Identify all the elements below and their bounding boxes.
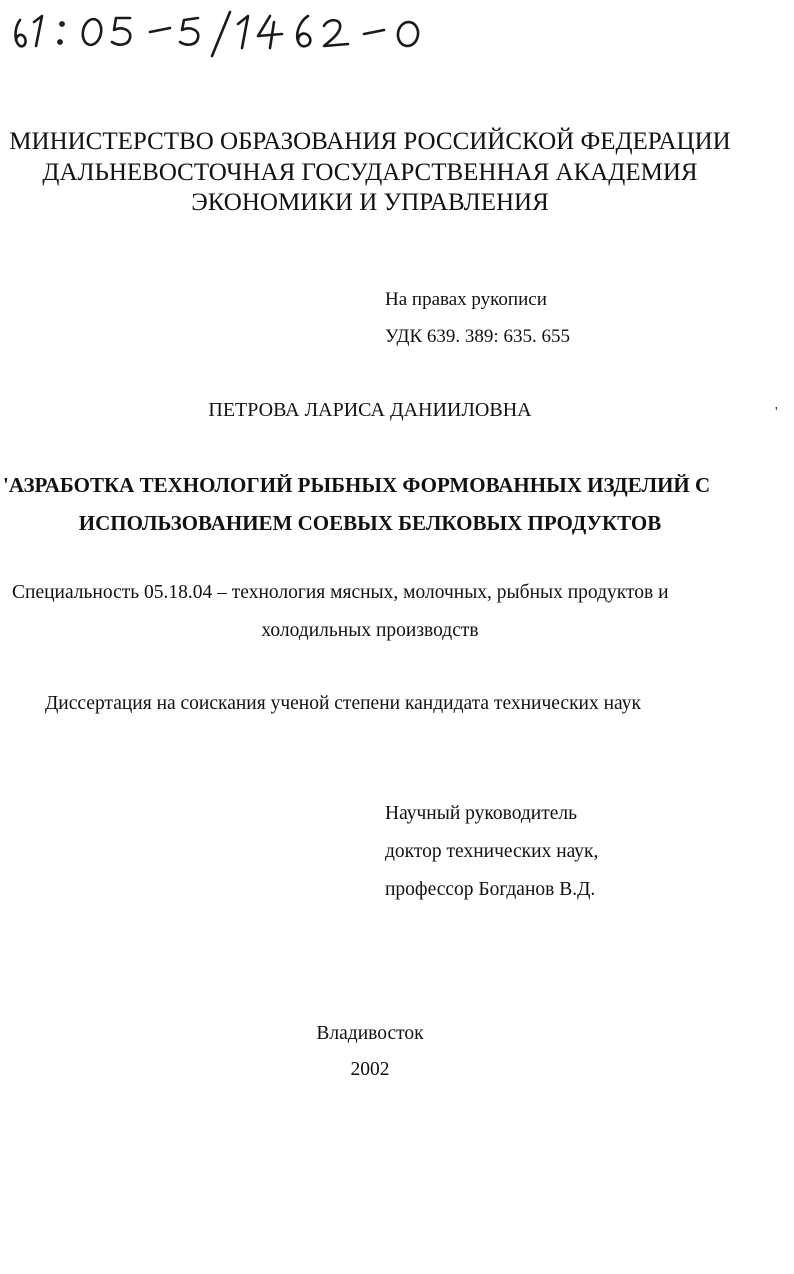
dissertation-degree-statement: Диссертация на соискания ученой степени кандидата технических наук bbox=[45, 693, 641, 714]
year: 2002 bbox=[350, 1059, 390, 1080]
handwritten-catalog-number bbox=[12, 8, 422, 58]
supervisor-degree: доктор технических наук, bbox=[385, 841, 599, 862]
ministry-line-2: ДАЛЬНЕВОСТОЧНАЯ ГОСУДАРСТВЕННАЯ АКАДЕМИЯ bbox=[42, 159, 698, 186]
udk-code: УДК 639. 389: 635. 655 bbox=[385, 326, 570, 347]
handwritten-catalog-number-drawing bbox=[12, 8, 422, 58]
supervisor-heading: Научный руководитель bbox=[385, 803, 578, 824]
supervisor-name: профессор Богданов В.Д. bbox=[385, 879, 596, 900]
dissertation-title-line-1: 'АЗРАБОТКА ТЕХНОЛОГИЙ РЫБНЫХ ФОРМОВАННЫХ ИЗДЕЛИЙ С bbox=[3, 473, 711, 497]
specialty-line-2: холодильных производств bbox=[261, 620, 479, 641]
specialty-line-1: Специальность 05.18.04 – технология мясных, молочных, рыбных продуктов и bbox=[12, 582, 669, 603]
stray-mark: ' bbox=[775, 405, 778, 420]
city: Владивосток bbox=[316, 1023, 424, 1044]
ministry-line-1: МИНИСТЕРСТВО ОБРАЗОВАНИЯ РОССИЙСКОЙ ФЕДЕРАЦИИ bbox=[9, 128, 731, 155]
ministry-line-3: ЭКОНОМИКИ И УПРАВЛЕНИЯ bbox=[191, 189, 549, 216]
dissertation-title-line-2: ИСПОЛЬЗОВАНИЕМ СОЕВЫХ БЕЛКОВЫХ ПРОДУКТОВ bbox=[78, 511, 662, 535]
author-name: ПЕТРОВА ЛАРИСА ДАНИИЛОВНА bbox=[208, 399, 532, 421]
manuscript-rights-note: На правах рукописи bbox=[385, 289, 547, 310]
